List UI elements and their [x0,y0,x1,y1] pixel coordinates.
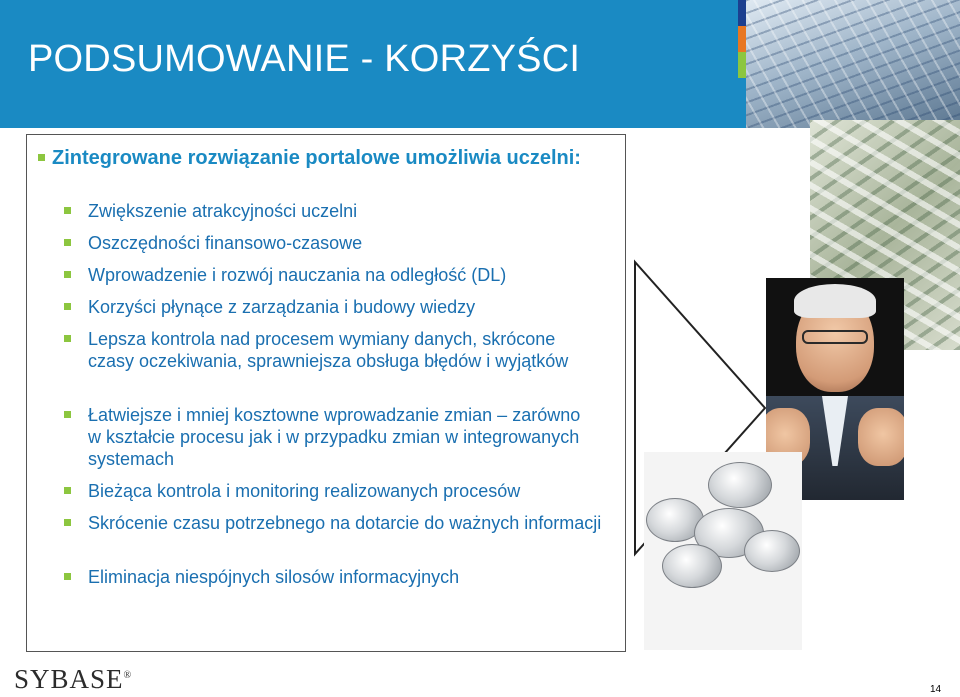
list-item-text: Wprowadzenie i rozwój nauczania na odległość (DL) [88,265,507,285]
list-item [88,232,628,254]
bullet-square-icon [64,519,71,526]
list-item [88,264,628,286]
list-item-text: Zwiększenie atrakcyjności uczelni [88,201,358,221]
bullet-square-icon [64,303,71,310]
list-item-text: Skrócenie czasu potrzebnego na dotarcie do ważnych informacji [88,513,602,533]
slide-title: PODSUMOWANIE - KORZYŚCI [28,38,581,80]
logo-mark: ® [123,670,133,681]
bullet-square-icon [38,154,45,161]
list-item-text: Korzyści płynące z zarządzania i budowy wiedzy [88,297,476,317]
logo-text: SYBASE [14,664,124,694]
bullet-square-icon [64,335,71,342]
bullet-square-icon [64,411,71,418]
list-item-text: Łatwiejsze i mniej kosztowne wprowadzanie zmian – zarówno w kształcie procesu jak i w przypadku zmian w integrowanych systemach [88,405,581,469]
list-item [88,512,618,534]
bullet-square-icon [64,573,71,580]
list-item-text: Lepsza kontrola nad procesem wymiany danych, skrócone czasy oczekiwania, sprawniejsza obsługa błędów i wyjątków [88,329,569,371]
main-bullet-point [52,146,632,170]
coins-photo [644,452,802,650]
accent-strip-navy [738,0,746,26]
list-item-text: Eliminacja niespójnych silosów informacyjnych [88,567,460,587]
list-item [88,328,588,372]
bullet-square-icon [64,487,71,494]
page-number: 14 [930,684,942,695]
list-item-text: Oszczędności finansowo-czasowe [88,233,363,253]
building-photo [746,0,960,128]
bullet-square-icon [64,207,71,214]
bullet-square-icon [64,239,71,246]
list-item [88,480,628,502]
list-item [88,566,628,588]
list-item [88,404,588,470]
accent-strip-green [738,52,746,78]
list-item [88,296,628,318]
bullet-square-icon [64,271,71,278]
list-item-text: Bieżąca kontrola i monitoring realizowanych procesów [88,481,521,501]
header-band [0,0,738,128]
sybase-logo [14,664,132,695]
main-bullet-text: Zintegrowane rozwiązanie portalowe umożliwia uczelni: [52,147,581,169]
list-item [88,200,628,222]
accent-strip-blue [738,78,746,128]
accent-strip-orange [738,26,746,52]
